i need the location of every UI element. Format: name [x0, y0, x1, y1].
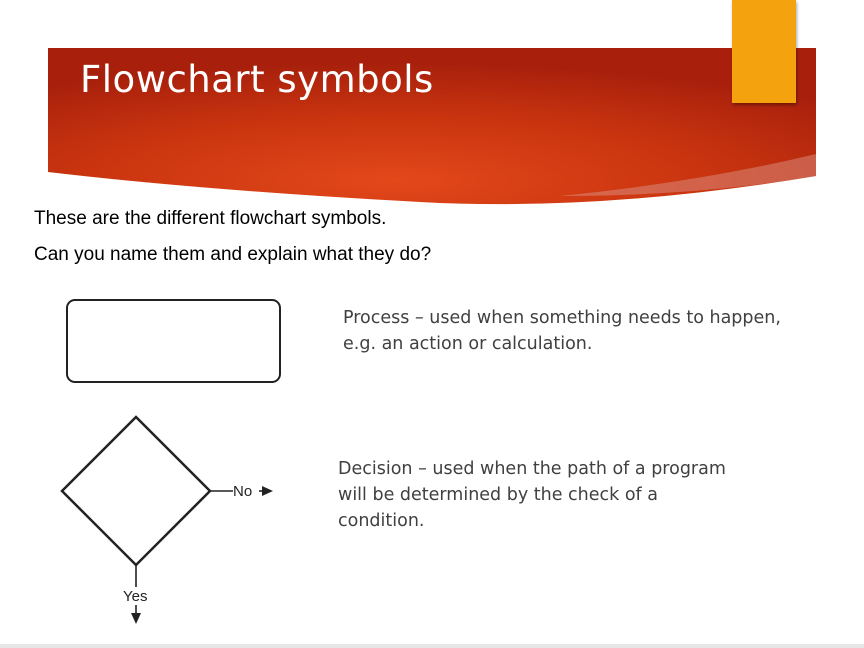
process-symbol [66, 299, 281, 383]
decision-symbol [50, 405, 290, 630]
bottom-divider [0, 644, 864, 648]
no-label: No [233, 483, 253, 500]
intro-line-2: Can you name them and explain what they do? [34, 244, 432, 265]
yes-arrow-icon [131, 613, 141, 624]
decision-description: Decision – used when the path of a program will be determined by the check of a condition. [338, 459, 726, 531]
process-description: Process – used when something needs to happen, e.g. an action or calculation. [343, 308, 781, 354]
yes-label: Yes [123, 588, 148, 605]
intro-line-1: These are the different flowchart symbols. [34, 208, 387, 229]
decision-diamond [62, 417, 210, 565]
slide-title: Flowchart symbols [80, 58, 434, 101]
no-arrow-icon [262, 486, 273, 496]
accent-tab [732, 0, 796, 103]
